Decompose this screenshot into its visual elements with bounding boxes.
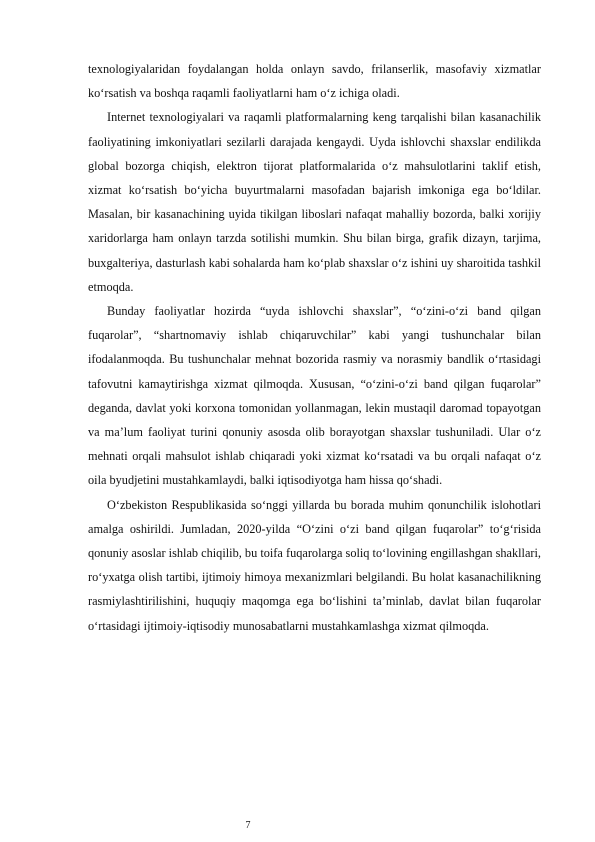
- page-number: 7: [245, 820, 251, 831]
- paragraph: O‘zbekiston Respublikasida so‘nggi yillarda bu borada muhim qonunchilik islohotlari amalga oshirildi. Jumladan, 2020-yilda “O‘zini o‘zi band qilgan fuqarolar” to‘g‘risida qonuniy asoslar ishlab chiqilib, bu toifa fuqarolarga soliq to‘lovining engillashgan shakllari, ro‘yxatga olish tartibi, ijtimoiy himoya mexanizmlari belgilandi. Bu holat kasanachilikning rasmiylashtirilishini, huquqiy maqomga ega bo‘lishini ta’minlab, davlat bilan fuqarolar o‘rtasidagi ijtimoiy-iqtisodiy munosabatlarni mustahkamlashga xizmat qilmoqda.: [88, 497, 541, 633]
- document-body: [88, 57, 541, 638]
- paragraph: texnologiyalaridan foydalangan holda onlayn savdo, frilanserlik, masofaviy xizmatlar ko‘rsatish va boshqa raqamli faoliyatlarni ham o‘z ichiga oladi.: [88, 62, 541, 101]
- paragraph: Bunday faoliyatlar hozirda “uyda ishlovchi shaxslar”, “o‘zini-o‘zi band qilgan fuqarolar”, “shartnomaviy ishlab chiqaruvchilar” kabi yangi tushunchalar bilan ifodalanmoqda. Bu tushunchalar mehnat bozorida rasmiy va norasmiy bandlik o‘rtasidagi tafovutni kamaytirishga xizmat qilmoqda. Xususan, “o‘zini-o‘zi band qilgan fuqarolar” deganda, davlat yoki korxona tomonidan yollanmagan, lekin mustaqil daromad topayotgan va ma’lum faoliyat turini qonuniy asosda olib borayotgan shaxslar tushuniladi. Ular o‘z mehnati orqali mahsulot ishlab chiqaradi yoki xizmat ko‘rsatadi va bu orqali nafaqat o‘z oila byudjetini mustahkamlaydi, balki iqtisodiyotga ham hissa qo‘shadi.: [88, 304, 541, 488]
- paragraph: Internet texnologiyalari va raqamli platformalarning keng tarqalishi bilan kasanachilik faoliyatining imkoniyatlari sezilarli darajada kengaydi. Uyda ishlovchi shaxslar endilikda global bozorga chiqish, elektron tijorat platformalarida o‘z mahsulotlarini taklif etish, xizmat ko‘rsatish bo‘yicha buyurtmalarni masofadan bajarish imkoniga ega bo‘ldilar. Masalan, bir kasanachining uyida tikilgan liboslari nafaqat mahalliy bozorda, balki xorijiy xaridorlarga ham onlayn tarzda sotilishi mumkin. Shu bilan birga, grafik dizayn, tarjima, buxgalteriya, dasturlash kabi sohalarda ham ko‘plab shaxslar o‘z ishini uy sharoitida tashkil etmoqda.: [88, 110, 541, 294]
